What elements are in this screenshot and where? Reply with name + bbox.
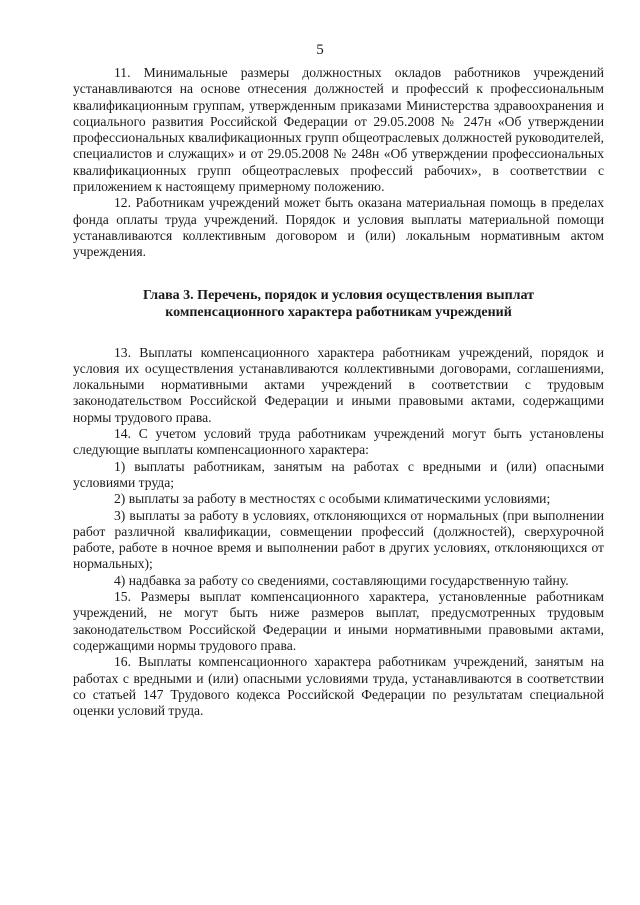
list-item-3: 3) выплаты за работу в условиях, отклоняющихся от нормальных (при выполнении работ различной квалификации, совмещении профессий (должностей), сверхурочной работе, работе в ночное время и выполнении работ в других условиях, отклоняющихся от нормальных); (73, 507, 604, 572)
list-item-1: 1) выплаты работникам, занятым на работах с вредными и (или) опасными условиями труда; (73, 458, 604, 490)
paragraph-14: 14. С учетом условий труда работникам учреждений могут быть установлены следующие выплаты компенсационного характера: (73, 426, 604, 458)
chapter-heading (73, 287, 604, 321)
paragraph-15: 15. Размеры выплат компенсационного характера, установленные работникам учреждений, не могут быть ниже размеров выплат, предусмотренных трудовым законодательством Российской Федерации и иными нормативными правовыми актами, содержащими нормы трудового права. (73, 589, 604, 653)
paragraph-13: 13. Выплаты компенсационного характера работникам учреждений, порядок и условия их осуществления устанавливаются коллективными договорами, соглашениями, локальными нормативными актами учреждений в соответствии с трудовым законодательством Российской Федерации и иными правовыми актами, содержащими нормы трудового права. (73, 344, 604, 425)
paragraph-11: 11. Минимальные размеры должностных окладов работников учреждений устанавливаются на основе отнесения должностей и профессий к профессиональным квалификационным группам, утвержденным приказами Министерства здравоохранения и социального развития Российской Федерации от 29.05.2008 № 247н «Об утверждении профессиональных квалификационных групп общеотраслевых должностей руководителей, специалистов и служащих» и от 29.05.2008 № 248н «Об утверждении профессиональных квалификационных групп общеотраслевых профессий рабочих», в соответствии с приложением к настоящему примерному положению. (73, 65, 604, 195)
page-number: 5 (316, 42, 324, 58)
chapter-heading-line-2: компенсационного характера работникам учреждений (165, 304, 512, 320)
document-body (73, 65, 604, 719)
paragraph-16: 16. Выплаты компенсационного характера работникам учреждений, занятым на работах с вредными и (или) опасными условиями труда, устанавливаются в соответствии со статьей 147 Трудового кодекса Российской Федерации по результатам специальной оценки условий труда. (73, 654, 604, 719)
chapter-heading-line-1: Глава 3. Перечень, порядок и условия осуществления выплат (142, 287, 535, 303)
paragraph-12: 12. Работникам учреждений может быть оказана материальная помощь в пределах фонда оплаты труда учреждений. Порядок и условия выплаты материальной помощи устанавливаются коллективным договором и (или) локальным нормативным актом учреждения. (73, 195, 604, 260)
list-item-2: 2) выплаты за работу в местностях с особыми климатическими условиями; (114, 491, 551, 507)
list-item-4: 4) надбавка за работу со сведениями, составляющими государственную тайну. (114, 572, 569, 588)
